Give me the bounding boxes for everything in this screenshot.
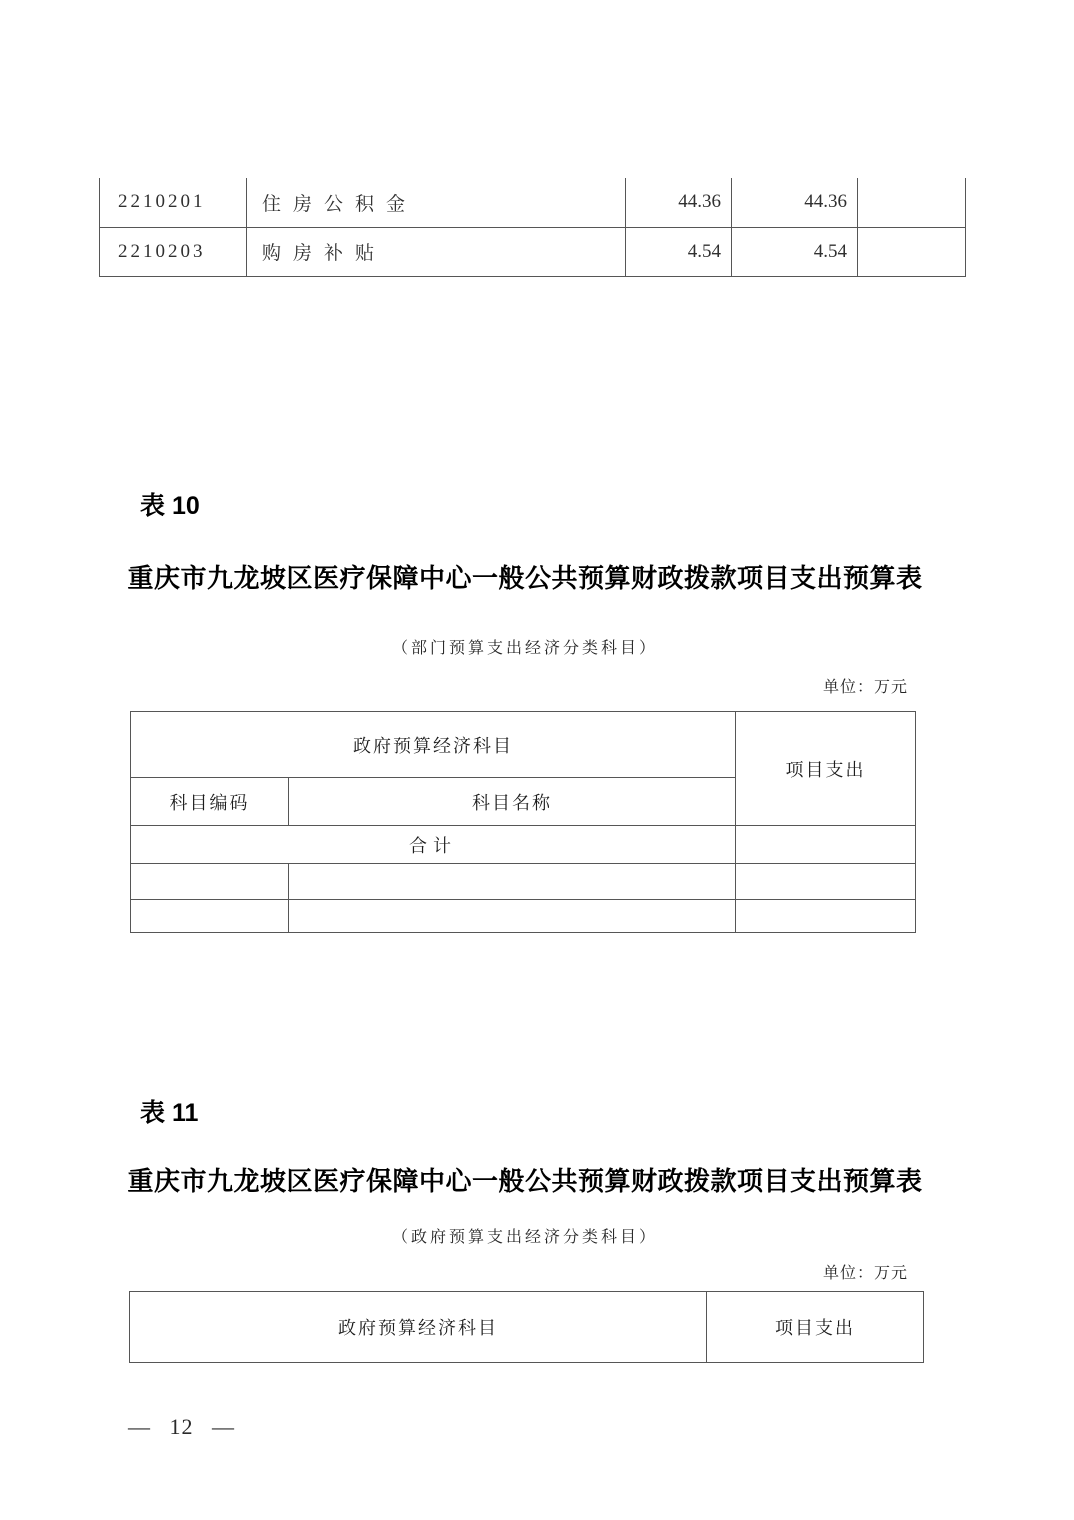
empty-cell bbox=[736, 864, 916, 900]
empty-cell bbox=[736, 900, 916, 933]
subject-code-cell: 2210201 bbox=[100, 178, 247, 227]
budget-table-11 bbox=[129, 1291, 924, 1363]
header-row-group bbox=[131, 712, 916, 778]
table11-title: 重庆市九龙坡区医疗保障中心一般公共预算财政拨款项目支出预算表 bbox=[127, 1167, 923, 1196]
table-row bbox=[100, 227, 966, 276]
table10-label: 表 10 bbox=[140, 492, 200, 520]
empty-cell bbox=[858, 227, 966, 276]
empty-row bbox=[131, 900, 916, 933]
group-header-cell: 政府预算经济科目 bbox=[131, 712, 736, 778]
total-label-cell: 合计 bbox=[131, 826, 736, 864]
header-row bbox=[130, 1292, 924, 1363]
name-header-cell: 科目名称 bbox=[289, 778, 736, 826]
table10-subtitle: （部门预算支出经济分类科目） bbox=[391, 640, 658, 657]
table11-subtitle: （政府预算支出经济分类科目） bbox=[391, 1229, 658, 1246]
table10-title: 重庆市九龙坡区医疗保障中心一般公共预算财政拨款项目支出预算表 bbox=[127, 564, 923, 593]
table11-label: 表 11 bbox=[140, 1099, 199, 1127]
subject-code-cell: 2210203 bbox=[100, 227, 247, 276]
budget-table-10 bbox=[130, 711, 916, 933]
expense-header-cell: 项目支出 bbox=[736, 712, 916, 826]
page-number: — 12 — bbox=[128, 1414, 235, 1439]
empty-cell bbox=[131, 900, 289, 933]
code-header-cell: 科目编码 bbox=[131, 778, 289, 826]
continuation-budget-table bbox=[99, 178, 966, 277]
empty-cell bbox=[131, 864, 289, 900]
amount-cell: 4.54 bbox=[732, 227, 858, 276]
subject-name-cell: 购房补贴 bbox=[247, 227, 626, 276]
expense-header-cell: 项目支出 bbox=[707, 1292, 924, 1363]
empty-cell bbox=[858, 178, 966, 227]
amount-cell: 44.36 bbox=[626, 178, 732, 227]
group-header-cell: 政府预算经济科目 bbox=[130, 1292, 707, 1363]
empty-cell bbox=[736, 826, 916, 864]
empty-cell bbox=[289, 900, 736, 933]
amount-cell: 44.36 bbox=[732, 178, 858, 227]
table10-unit-label: 单位：万元 bbox=[822, 679, 908, 696]
total-row bbox=[131, 826, 916, 864]
subject-name-cell: 住房公积金 bbox=[247, 178, 626, 227]
table-row bbox=[100, 178, 966, 227]
empty-row bbox=[131, 864, 916, 900]
amount-cell: 4.54 bbox=[626, 227, 732, 276]
empty-cell bbox=[289, 864, 736, 900]
table11-unit-label: 单位：万元 bbox=[822, 1265, 908, 1282]
